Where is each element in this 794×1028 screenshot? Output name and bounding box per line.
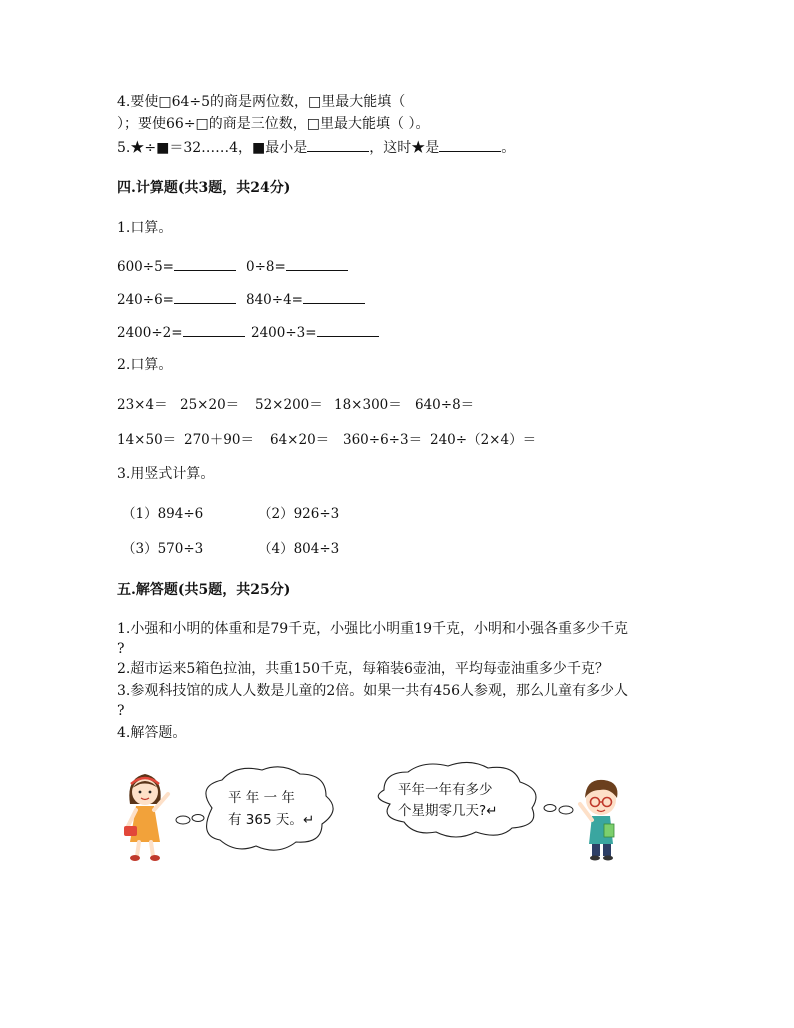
q4-line-1: 4.要使□64÷5的商是两位数，□里最大能填（ — [117, 94, 406, 110]
problem-1-line-2: ? — [117, 641, 125, 657]
calc2-item: 52×200＝ — [255, 397, 323, 413]
calc3-item: （1）894÷6 — [122, 506, 204, 522]
calc1-row — [117, 256, 236, 275]
left-bubble-line-2: 有 365 天。↵ — [228, 812, 315, 828]
calc1-row — [117, 289, 236, 308]
answer-blank[interactable] — [317, 322, 379, 337]
calc3-title: 3.用竖式计算。 — [117, 466, 215, 482]
calc-expr: 240÷6= — [117, 292, 174, 308]
section-5-title: 五.解答题(共5题，共25分) — [117, 582, 291, 598]
calc2-item: 25×20＝ — [180, 397, 240, 413]
calc1-title: 1.口算。 — [117, 220, 173, 236]
calc3-item: （4）804÷3 — [258, 541, 340, 557]
calc2-item: 240÷（2×4）＝ — [430, 432, 537, 448]
calc2-item: 18×300＝ — [334, 397, 402, 413]
calc2-item: 64×20＝ — [270, 432, 330, 448]
problem-3-line-1: 3.参观科技馆的成人人数是儿童的2倍。如果一共有456人参观，那么儿童有多少人 — [117, 683, 628, 699]
calc1-row — [246, 289, 365, 308]
q5-end: 。 — [501, 140, 516, 156]
calc1-row — [251, 322, 379, 341]
calc2-item: 360÷6÷3＝ — [343, 432, 423, 448]
answer-blank[interactable] — [303, 289, 365, 304]
right-bubble-line-2: 个星期零几天?↵ — [398, 803, 498, 819]
boy-illustration — [580, 780, 617, 861]
calc-expr: 2400÷2= — [117, 325, 183, 341]
q5-mid: ，这时★是 — [369, 140, 440, 156]
q5-line — [117, 137, 515, 157]
left-bubble-line-1: 平 年 一 年 — [228, 790, 295, 806]
calc2-item: 23×4＝ — [117, 397, 168, 413]
calc3-item: （3）570÷3 — [122, 541, 204, 557]
problem-3-line-2: ? — [117, 703, 125, 719]
section-4-title: 四.计算题(共3题，共24分) — [117, 180, 291, 196]
right-speech-bubble — [378, 762, 573, 837]
calc1-row — [117, 322, 245, 341]
answer-blank[interactable] — [439, 137, 501, 152]
problem-2: 2.超市运来5箱色拉油，共重150千克，每箱装6壶油，平均每壶油重多少千克？ — [117, 661, 609, 677]
problem-1-line-1: 1.小强和小明的体重和是79千克，小强比小明重19千克，小明和小强各重多少千克 — [117, 621, 628, 637]
answer-blank[interactable] — [174, 289, 236, 304]
answer-blank[interactable] — [286, 256, 348, 271]
answer-blank[interactable] — [307, 137, 369, 152]
answer-blank[interactable] — [174, 256, 236, 271]
calc-expr: 2400÷3= — [251, 325, 317, 341]
calc1-row — [246, 256, 348, 275]
calc2-item: 14×50＝ — [117, 432, 177, 448]
calc-expr: 840÷4= — [246, 292, 303, 308]
calc2-item: 270＋90＝ — [184, 432, 254, 448]
calc-expr: 600÷5= — [117, 259, 174, 275]
calc2-title: 2.口算。 — [117, 357, 173, 373]
q4-line-2: ）；要使66÷□的商是三位数，□里最大能填（ ）。 — [117, 116, 430, 132]
left-speech-bubble — [176, 767, 333, 850]
q5-pre: 5.★÷■＝32……4，■最小是 — [117, 140, 308, 156]
answer-blank[interactable] — [183, 322, 245, 337]
calc3-item: （2）926÷3 — [258, 506, 340, 522]
calc2-item: 640÷8＝ — [415, 397, 475, 413]
girl-illustration — [124, 774, 168, 861]
illustration — [0, 760, 794, 910]
calc-expr: 0÷8= — [246, 259, 286, 275]
problem-4: 4.解答题。 — [117, 725, 187, 741]
right-bubble-line-1: 平年一年有多少 — [398, 782, 493, 798]
